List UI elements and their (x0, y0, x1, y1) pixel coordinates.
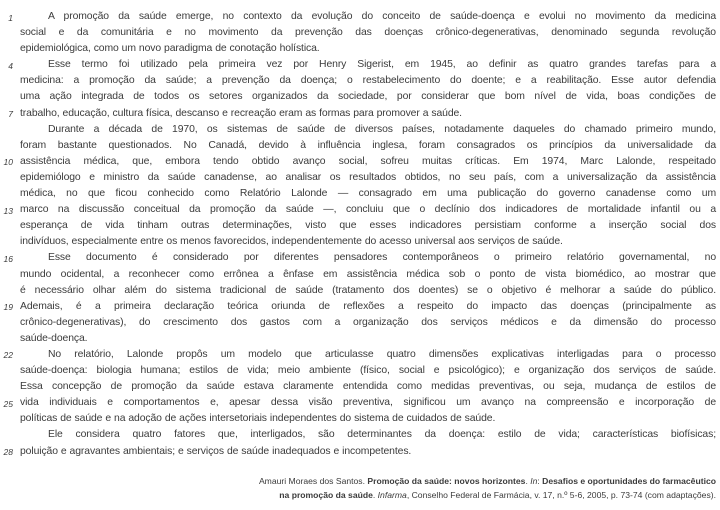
line-text: poluição e agravantes ambientais; e serviços de saúde inadequados e incompetentes. (20, 445, 412, 457)
citation-segment: . (372, 489, 378, 500)
citation-segment: Amauri Moraes dos Santos. (258, 475, 368, 486)
line-number: 22 (3, 350, 13, 361)
line-number: 4 (8, 60, 13, 71)
line-text: marco na discussão conceitual da promoção da saúde —, concluiu que o declínio dos indicadores de mortalidade infantil ou a (20, 204, 716, 216)
text-line (0, 218, 720, 234)
citation-segment: , Conselho Federal de Farmácia, v. 17, n.º 5-6, 2005, p. 73-74 (com adaptações). (406, 489, 716, 500)
text-line (0, 427, 720, 443)
line-text: No relatório, Lalonde propôs um modelo que articulasse quatro dimensões explicativas interligadas para o processo (48, 348, 716, 360)
text-line (0, 154, 720, 170)
text-line (0, 138, 720, 154)
line-text: vida individuais e comportamentos e, apesar dessa visão preventiva, significou um avanço na compreensão e incorporação de (20, 397, 716, 409)
line-text: Durante a década de 1970, os sistemas de saúde de diversos países, notadamente daqueles do chamado primeiro mundo, (48, 123, 716, 135)
line-text: social e da comunitária e no movimento da prevenção das doenças crônico-degenerativas, denominado segunda revolução (20, 27, 716, 39)
text-line (0, 41, 720, 57)
line-number: 25 (3, 398, 13, 409)
text-line (0, 122, 720, 138)
line-number: 7 (8, 109, 13, 120)
citation-segment: Desafios e oportunidades do farmacêutico (542, 475, 716, 486)
line-text: saúde-doença: biologia humana; estilos de vida; meio ambiente (físico, social e psicológico); e organização dos serviços de saúde. (20, 365, 716, 377)
line-text: trabalho, educação, cultura física, descanso e recreação eram as formas para promover a saúde. (20, 107, 462, 119)
line-text: Ademais, é a primeira declaração teórica oriunda de reflexões a respeito do impacto das doenças (principalmente as (20, 300, 716, 312)
line-text: medicina: a promoção da saúde; a prevenção da doença; o restabelecimento do doente; e a reabilitação. Esse autor defendia (20, 75, 716, 87)
line-number: 16 (3, 253, 13, 264)
citation-segment: . (525, 475, 531, 486)
line-text: foram bastante questionados. No Canadá, devido à influência inglesa, foram consagrados os princípios da universalidade da (20, 139, 716, 151)
citation-segment: Promoção da saúde: novos horizontes (367, 475, 526, 486)
text-line (0, 25, 720, 41)
line-number: 10 (3, 157, 13, 168)
line-text: Esse documento é considerado por diferentes pensadores contemporâneos o primeiro relatório governamental, no (48, 252, 716, 264)
line-text: esperança de vida tinham outras determinações, visto que esses indicadores persistiam conforme a inserção social dos (20, 220, 716, 232)
text-line (0, 395, 720, 411)
line-text: assistência médica, que, embora tendo obtido avanço social, sofreu muitas críticas. Em 1974, Marc Lalonde, respeitado (20, 155, 716, 167)
text-line (0, 234, 720, 250)
text-line (0, 347, 720, 363)
text-line (0, 73, 720, 89)
text-line (0, 379, 720, 395)
text-line (0, 299, 720, 315)
text-line (0, 9, 720, 25)
line-text: mundo ocidental, a reconhecer como errônea a ênfase em assistência médica sob o ponto de vista biomédico, ao mostrar que (20, 268, 716, 280)
line-text: políticas de saúde e na adoção de ações intersetoriais independentes do sistema de cuidados de saúde. (20, 413, 496, 425)
text-line (0, 363, 720, 379)
line-text: crônico-degenerativas), do crescimento dos gastos com a organização dos serviços médicos e da dimensão do processo (20, 316, 716, 328)
citation-line (0, 474, 716, 488)
passage-lines (0, 9, 720, 460)
text-line (0, 89, 720, 105)
line-text: indivíduos, especialmente entre os menos favorecidos, independentemente do acesso universal aos serviços de saúde. (20, 236, 563, 248)
text-line (0, 57, 720, 73)
line-text: epidemiólogo e ministro da saúde canadense, ao analisar os resultados obtidos, no seu país, com a universalização da assistência (20, 171, 716, 183)
citation (0, 474, 716, 502)
citation-segment: In (530, 475, 538, 486)
line-number: 1 (8, 12, 13, 23)
citation-segment: na promoção da saúde (279, 489, 373, 500)
citation-segment: : (537, 475, 543, 486)
line-text: Essa concepção de promoção da saúde estava claramente entendida como medidas preventivas, ou seja, mudança de estilos de (20, 381, 716, 393)
citation-line (0, 488, 716, 502)
line-text: saúde-doença. (20, 332, 88, 344)
text-line (0, 331, 720, 347)
line-text: é necessário olhar além do sistema tradicional de saúde (tratamento dos doentes) se o objetivo é melhorar a saúde do público. (20, 284, 716, 296)
line-text: médica, no que ficou conhecido como Relatório Lalonde — consagrado em uma publicação do governo canadense como um (20, 188, 716, 200)
text-line (0, 315, 720, 331)
text-line (0, 202, 720, 218)
text-line (0, 283, 720, 299)
text-line (0, 411, 720, 427)
line-text: Esse termo foi utilizado pela primeira vez por Henry Sigerist, em 1945, ao definir as quatro grandes tarefas para a (48, 59, 716, 71)
line-number: 28 (3, 447, 13, 458)
line-text: epidemiológica, como um novo paradigma de conotação holística. (20, 43, 320, 55)
text-line (0, 250, 720, 266)
text-line (0, 106, 720, 122)
line-number: 19 (3, 302, 13, 313)
citation-segment: Infarma (377, 489, 407, 500)
line-text: Ele considera quatro fatores que, interligados, são determinantes da doença: estilo de vida; características biofísicas; (48, 429, 716, 441)
text-line (0, 267, 720, 283)
line-text: uma ação integrada de todos os setores organizados da sociedade, por considerar que bom nível de vida, boas condições de (20, 91, 716, 103)
text-line (0, 170, 720, 186)
line-text: A promoção da saúde emerge, no contexto da evolução do conceito de saúde-doença e evolui no movimento da medicina (48, 11, 716, 22)
line-number: 13 (3, 205, 13, 216)
text-line (0, 444, 720, 460)
text-line (0, 186, 720, 202)
